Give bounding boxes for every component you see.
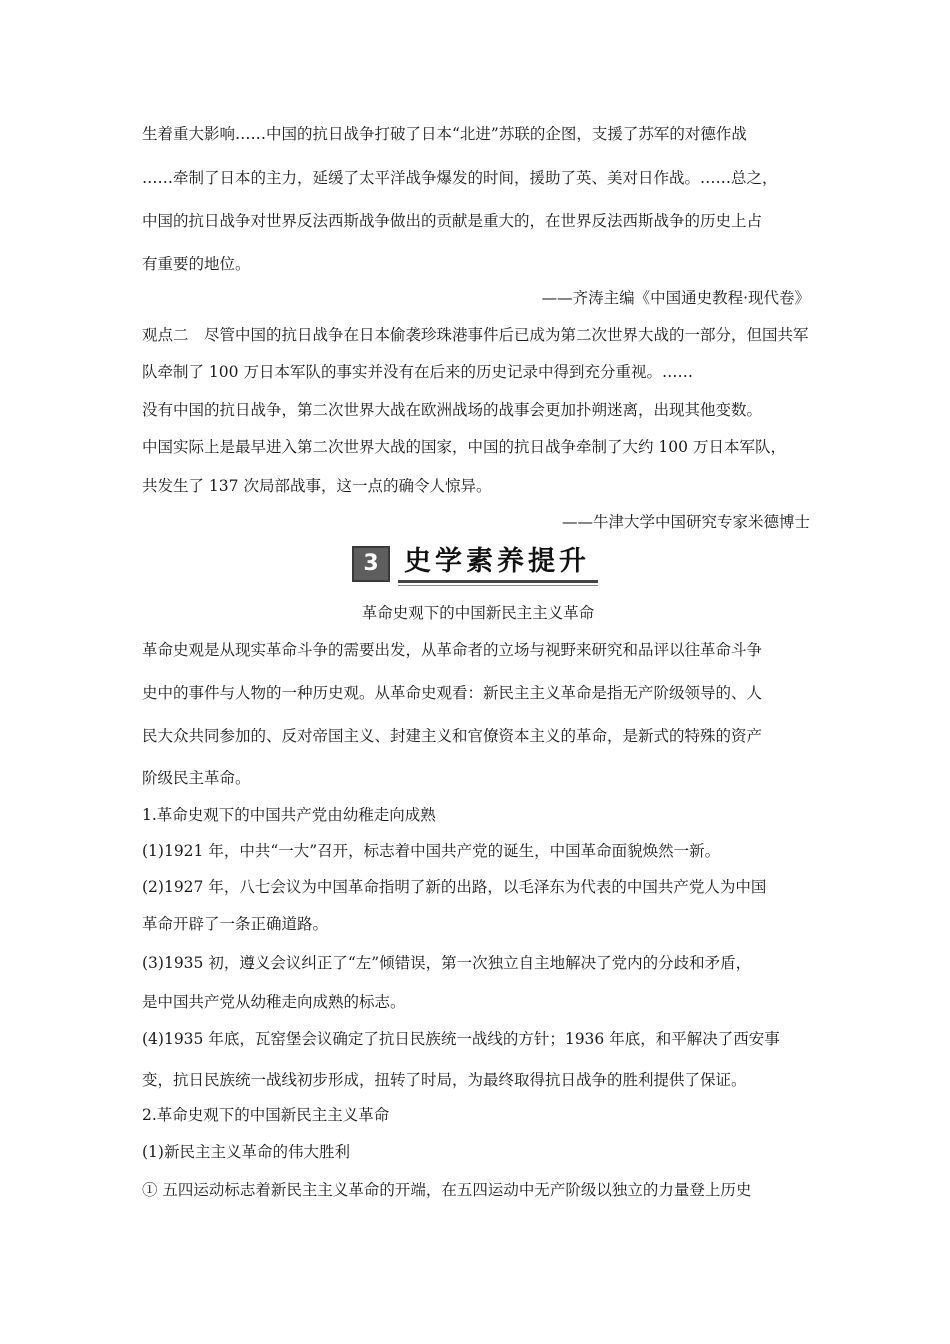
list-item: ① 五四运动标志着新民主主义革命的开端，在五四运动中无产阶级以独立的力量登上历史 [142,1181,752,1199]
sub-heading: (1)新民主主义革命的伟大胜利 [142,1143,350,1161]
banner-underline [398,580,598,583]
paragraph-line: 阶级民主革命。 [142,769,251,787]
banner-underline-thin [398,585,598,586]
citation-source: ——齐涛主编《中国通史教程·现代卷》 [541,289,810,307]
paragraph-line: 史中的事件与人物的一种历史观。从革命史观看：新民主主义革命是指无产阶级领导的、人 [142,684,763,702]
citation-source: ——牛津大学中国研究专家米德博士 [561,513,810,531]
paragraph-line: 革命史观是从现实革命斗争的需要出发，从革命者的立场与视野来研究和品评以往革命斗争 [142,641,763,659]
paragraph-line: 生着重大影响……中国的抗日战争打破了日本“北进”苏联的企图，支援了苏军的对德作战 [142,125,747,143]
paragraph-line: 没有中国的抗日战争，第二次世界大战在欧洲战场的战事会更加扑朔迷离，出现其他变数。 [142,401,763,419]
list-item: (2)1927 年，八七会议为中国革命指明了新的出路，以毛泽东为代表的中国共产党人为中国 [142,878,767,896]
section-heading: 2.革命史观下的中国新民主主义革命 [142,1106,390,1124]
section-number-badge: 3 [352,546,390,582]
section-title: 史学素养提升 [404,546,590,577]
paragraph-line: ……牵制了日本的主力，延缓了太平洋战争爆发的时间，援助了英、美对日作战。……总之， [142,169,778,187]
paragraph-line: 民大众共同参加的、反对帝国主义、封建主义和官僚资本主义的革命，是新式的特殊的资产 [142,727,763,745]
section-banner [352,540,602,588]
list-item: 变，抗日民族统一战线初步形成，扭转了时局，为最终取得抗日战争的胜利提供了保证。 [142,1071,747,1089]
paragraph-line: 共发生了 137 次局部战事，这一点的确令人惊异。 [142,477,492,495]
list-item: (1)1921 年，中共“一大”召开，标志着中国共产党的诞生，中国革命面貌焕然一新。 [142,842,721,860]
list-item: 是中国共产党从幼稚走向成熟的标志。 [142,993,406,1011]
paragraph-line: 有重要的地位。 [142,255,251,273]
paragraph-line: 观点二 尽管中国的抗日战争在日本偷袭珍珠港事件后已成为第二次世界大战的一部分，但国共军 [142,326,809,344]
list-item: (3)1935 初，遵义会议纠正了“左”倾错误，第一次独立自主地解决了党内的分歧和矛盾， [142,954,752,972]
list-item: (4)1935 年底，瓦窑堡会议确定了抗日民族统一战线的方针；1936 年底，和平解决了西安事 [142,1030,780,1048]
section-heading: 1.革命史观下的中国共产党由幼稚走向成熟 [142,806,436,824]
paragraph-line: 中国的抗日战争对世界反法西斯战争做出的贡献是重大的，在世界反法西斯战争的历史上占 [142,212,763,230]
topic-title: 革命史观下的中国新民主主义革命 [361,604,595,622]
list-item: 革命开辟了一条正确道路。 [142,915,329,933]
paragraph-line: 中国实际上是最早进入第二次世界大战的国家，中国的抗日战争牵制了大约 100 万日本军队， [142,438,786,456]
paragraph-line: 队牵制了 100 万日本军队的事实并没有在后来的历史记录中得到充分重视。…… [142,363,693,381]
